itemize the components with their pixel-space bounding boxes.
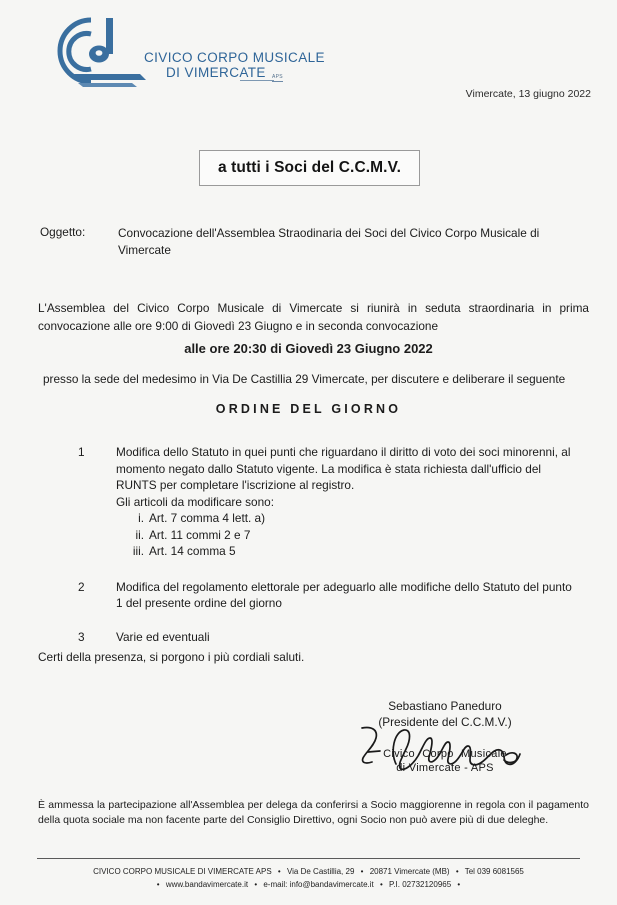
addressee-box <box>199 150 420 186</box>
agenda-subitem-mark: i. <box>138 511 144 525</box>
bullet-icon: • <box>455 867 459 876</box>
agenda-item <box>78 579 578 612</box>
agenda-item-text: Varie ed eventuali <box>116 629 210 644</box>
subject-row <box>40 225 580 259</box>
closing-line: Certi della presenza, si porgono i più cordiali saluti. <box>38 650 305 664</box>
agenda-subintro: Gli articoli da modificare sono: <box>116 494 275 509</box>
bullet-icon: • <box>360 867 364 876</box>
addressee-text: a tutti i Soci del C.C.M.V. <box>218 159 401 176</box>
agenda-subitem-mark: iii. <box>132 544 144 558</box>
agenda-item <box>78 444 578 560</box>
agenda-subitem <box>116 543 578 560</box>
footer-vat: P.I. 02732120965 <box>389 879 452 889</box>
footer-website[interactable]: www.bandavimercate.it <box>165 879 249 889</box>
agenda-item-number: 3 <box>78 629 85 644</box>
agenda-subitem-text: Art. 11 commi 2 e 7 <box>149 527 251 542</box>
agenda-item <box>78 629 578 646</box>
body-intro-paragraph: L'Assemblea del Civico Corpo Musicale di Vimercate si riunirà in seduta straordinaria in prima convocazione alle ore 9:00 di Giovedì 23 Giugno e in seconda convocazione <box>38 301 589 333</box>
page-footer <box>0 866 617 891</box>
agenda-item-number: 1 <box>78 445 85 459</box>
signer-name: Sebastiano Paneduro <box>388 699 502 713</box>
signature-block <box>340 698 550 775</box>
bullet-icon: • <box>254 879 258 889</box>
letterhead-org-line1: CIVICO CORPO MUSICALE <box>144 50 325 65</box>
signer-role: (Presidente del C.C.M.V.) <box>378 715 512 729</box>
subject-value: Convocazione dell'Assemblea Straodinaria dei Soci del Civico Corpo Musicale di Vimercate <box>118 226 540 257</box>
venue-paragraph: presso la sede del medesimo in Via De Castillia 29 Vimercate, per discutere e deliberare il seguente <box>43 372 566 386</box>
agenda-subitem <box>116 527 578 544</box>
footer-city: 20871 Vimercate (MB) <box>369 867 450 876</box>
letterhead-org-suffix: APS <box>272 74 283 80</box>
footer-address: Via De Castillia, 29 <box>286 867 355 876</box>
agenda-subitem-list <box>116 510 578 560</box>
agenda-subitem-text: Art. 7 comma 4 lett. a) <box>149 511 266 525</box>
bullet-icon: • <box>277 867 281 876</box>
bullet-icon: • <box>156 879 160 889</box>
footer-org: CIVICO CORPO MUSICALE DI VIMERCATE APS <box>93 867 272 876</box>
footer-divider <box>37 858 580 859</box>
agenda-item-body <box>116 444 578 560</box>
footer-email[interactable]: e-mail: info@bandavimercate.it <box>263 879 374 889</box>
date-line: Vimercate, 13 giugno 2022 <box>465 88 591 100</box>
footer-line-2 <box>0 879 617 892</box>
official-stamp <box>340 747 550 775</box>
bullet-icon: • <box>379 879 383 889</box>
delegation-note: È ammessa la partecipazione all'Assemblea per delega da conferirsi a Socio maggiorenne in regola con il pagamento della quota sociale ma non facente parte del Consiglio Direttivo, ogni Socio non può avere più di due deleghe. <box>38 799 589 826</box>
footer-phone: Tel 039 6081565 <box>464 867 524 876</box>
letterhead <box>44 10 325 90</box>
letterhead-org-line2: DI VIMERCATE <box>166 65 266 80</box>
subject-label: Oggetto: <box>40 225 86 239</box>
meeting-time-highlight: alle ore 20:30 di Giovedì 23 Giugno 2022 <box>184 341 433 356</box>
footer-line-1 <box>0 866 617 879</box>
stamp-line1: Civico Corpo Musicale <box>383 748 507 760</box>
agenda-subitem-text: Art. 14 comma 5 <box>149 544 236 558</box>
agenda-subitem-mark: ii. <box>135 527 144 542</box>
agenda-item-number: 2 <box>78 579 85 594</box>
agenda-item-text: Modifica dello Statuto in quei punti che riguardano il diritto di voto dei soci minorenni, al momento negato dallo Statuto vigente. La modifica è stata richiesta dall'ufficio del RUNTS per completare l'iscrizione al registro. <box>116 445 571 492</box>
agenda-list <box>78 444 578 656</box>
agenda-heading: ORDINE DEL GIORNO <box>215 402 402 416</box>
agenda-subitem <box>116 510 578 527</box>
bullet-icon: • <box>457 879 461 889</box>
stamp-line2: di Vimercate - APS <box>396 762 494 774</box>
agenda-item-text: Modifica del regolamento elettorale per adeguarlo alle modifiche dello Statuto del punto 1 del presente ordine del giorno <box>116 579 572 610</box>
letterhead-underline <box>240 80 274 81</box>
music-note-logo-icon <box>44 10 154 90</box>
